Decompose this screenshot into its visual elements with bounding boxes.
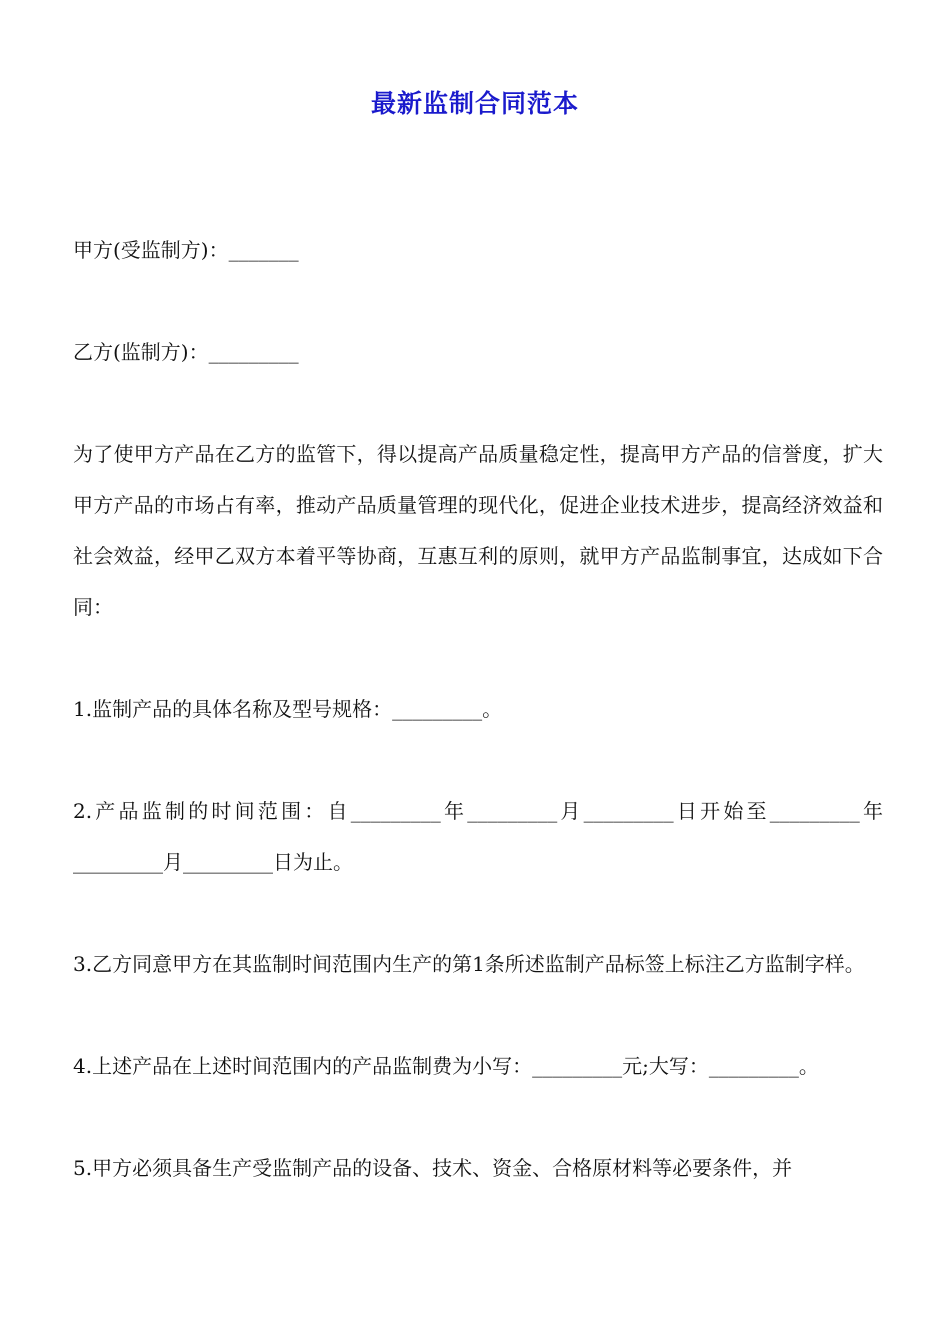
clause-4: 4.上述产品在上述时间范围内的产品监制费为小写：_________元;大写：_________。: [73, 1054, 819, 1078]
document-title: 最新监制合同范本: [370, 89, 579, 118]
document-body: [73, 225, 883, 1194]
clause-5: 5.甲方必须具备生产受监制产品的设备、技术、资金、合格原材料等必要条件，并: [73, 1156, 793, 1180]
clause-3: 3.乙方同意甲方在其监制时间范围内生产的第1条所述监制产品标签上标注乙方监制字样。: [73, 952, 865, 976]
clause-1: 1.监制产品的具体名称及型号规格：_________。: [73, 697, 503, 721]
preamble-paragraph: 为了使甲方产品在乙方的监管下，得以提高产品质量稳定性，提高甲方产品的信誉度，扩大甲方产品的市场占有率，推动产品质量管理的现代化，促进企业技术进步，提高经济效益和社会效益，经甲乙双方本着平等协商，互惠互利的原则，就甲方产品监制事宜，达成如下合同：: [73, 442, 883, 619]
party-b-line: 乙方(监制方)：_________: [73, 340, 299, 364]
party-a-line: 甲方(受监制方)：_______: [73, 238, 299, 262]
clause-2: 2.产品监制的时间范围：自_________年_________月_________日开始至_________年_________月_________日为止。: [73, 799, 883, 874]
